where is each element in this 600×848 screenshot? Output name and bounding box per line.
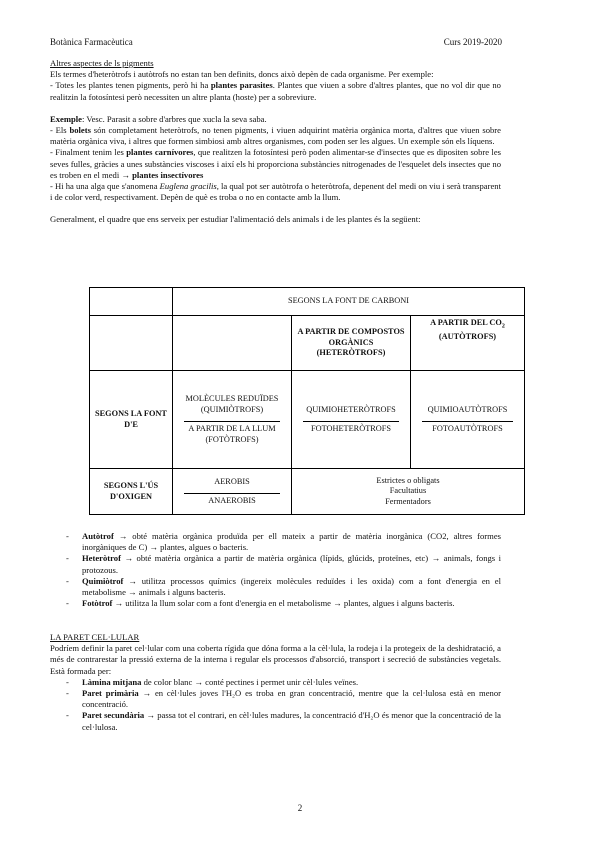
list-item: - Heteròtrof → obté matèria orgànica a partir de matèria orgànica (lípids, glúcids, proteïnes, etc) → animals, fongs i protozous. bbox=[58, 553, 501, 575]
autotroph-cell: QUIMIOAUTÒTROFS FOTOAUTÒTROFS bbox=[411, 371, 525, 469]
header-year: Curs 2019-2020 bbox=[443, 37, 502, 47]
cell-wall-section bbox=[50, 632, 501, 733]
euglena-paragraph: - Hi ha una alga que s'anomena Euglena gracilis, la qual pot ser autòtrofa o heteròtrofa, depenent del medi on viu i serà transparent i de color verd, respectivament. Depèn de què es troba o no en contacte amb la llum. bbox=[50, 181, 501, 203]
list-item: - Fotòtrof → utilitza la llum solar com a font d'energia en el metabolisme → plantes, algues i alguns bacteris. bbox=[58, 598, 501, 609]
oxygen-types-cell: AEROBIS ANAEROBIS bbox=[173, 469, 292, 515]
list-item: - Paret primària → en cèl·lules joves l'H₂O es troba en gran concentració, mentre que la cel·lulosa està en menor concentració. bbox=[58, 688, 501, 710]
header-course: Botànica Farmacèutica bbox=[50, 37, 133, 47]
cell-wall-text: Podríem definir la paret cel·lular com una coberta rígida que dóna forma a la cèl·lula, la rodeja i la protegeix de la deshidratació, a més de contrarestar la pressió externa de la interna i regular els processos d'absorció, transport i secreció de substàncies vegetals. Està formada per: bbox=[50, 643, 501, 676]
co2-header: A PARTIR DEL $CO_2$ (AUTÒTROFS) bbox=[411, 316, 525, 371]
oxygen-row-label: SEGONS L'ÚS D'OXIGEN bbox=[90, 469, 173, 515]
list-item: - Làmina mitjana de color blanc → conté pectines i permet unir cèl·lules veïnes. bbox=[58, 677, 501, 688]
list-item: - Paret secundària → passa tot el contrari, en cèl·lules madures, la concentració d'H₂O és menor que la concentració de la cel·lulosa. bbox=[58, 710, 501, 732]
table-intro: Generalment, el quadre que ens serveix per estudiar l'alimentació dels animals i de les plantes és la següent: bbox=[50, 214, 421, 225]
list-item: - Quimiòtrof → utilitza processos químics (ingereix molècules reduïdes i les oxida) com a font d'energia en el metabolisme → animals i alguns bacteris. bbox=[58, 576, 501, 598]
definitions-list bbox=[58, 531, 501, 609]
carbon-header: SEGONS LA FONT DE CARBONI bbox=[173, 288, 525, 316]
parasitic-paragraph: - Totes les plantes tenen pigments, però hi ha plantes parasites. Plantes que viuen a sobre d'altres plantes, que no vol dir que no realitzin la fotosíntesi però necessiten un altre planta (hoste) per a sobreviure. bbox=[50, 80, 501, 102]
intro-section bbox=[50, 58, 501, 226]
list-item: - Autòtrof → obté matèria orgànica produïda per ell mateix a partir de matèria inorgànica (CO2, altres formes inorgàniques de C) → plantes, algues o bacteris. bbox=[58, 531, 501, 553]
heterotroph-cell: QUIMIOHETERÒTROFS FOTOHETERÒTROFS bbox=[292, 371, 411, 469]
example-line: Exemple: Vesc. Parasit a sobre d'arbres que xucla la seva saba. bbox=[50, 113, 267, 124]
energy-source-cell: MOLÈCULES REDUÏDES (QUIMIÒTROFS) A PARTIR DE LA LLUM (FOTÒTROFS) bbox=[173, 371, 292, 469]
nutrition-table bbox=[89, 287, 525, 515]
oxygen-classes-cell: Estrictes o obligats Facultatius Fermentadors bbox=[292, 469, 525, 515]
energy-row-label: SEGONS LA FONT D'E bbox=[90, 371, 173, 469]
organic-header: A PARTIR DE COMPOSTOS ORGÀNICS (HETERÒTROFS) bbox=[292, 316, 411, 371]
cell-wall-list bbox=[58, 677, 501, 733]
page-number: 2 bbox=[297, 803, 303, 813]
cell-wall-title: LA PARET CEL·LULAR bbox=[50, 632, 140, 642]
carnivorous-paragraph: - Finalment tenim les plantes carnívores, que realitzen la fotosíntesi però poden alimentar-se d'insectes que es dipositen sobre les seves fulles, gràcies a unes substàncies viscoses i així els hi proporciona substàncies nitrogenades de l'esquelet dels insectes que no es troben en el medi → plantes insectívores bbox=[50, 147, 501, 180]
intro-line: Els termes d'heteròtrofs i autòtrofs no estan tan ben definits, doncs això depèn de cada organisme. Per exemple: bbox=[50, 69, 434, 80]
section-title: Altres aspectes de ls pigments bbox=[50, 58, 154, 68]
mushrooms-paragraph: - Els bolets són completament heteròtrofs, no tenen pigments, i viuen adquirint matèria orgànica morta, d'altres que viuen sobre matèria orgànica viva, i altres que formen simbiosi amb altres organismes, com poden ser les algues. Un exemple són els líquens. bbox=[50, 125, 501, 147]
